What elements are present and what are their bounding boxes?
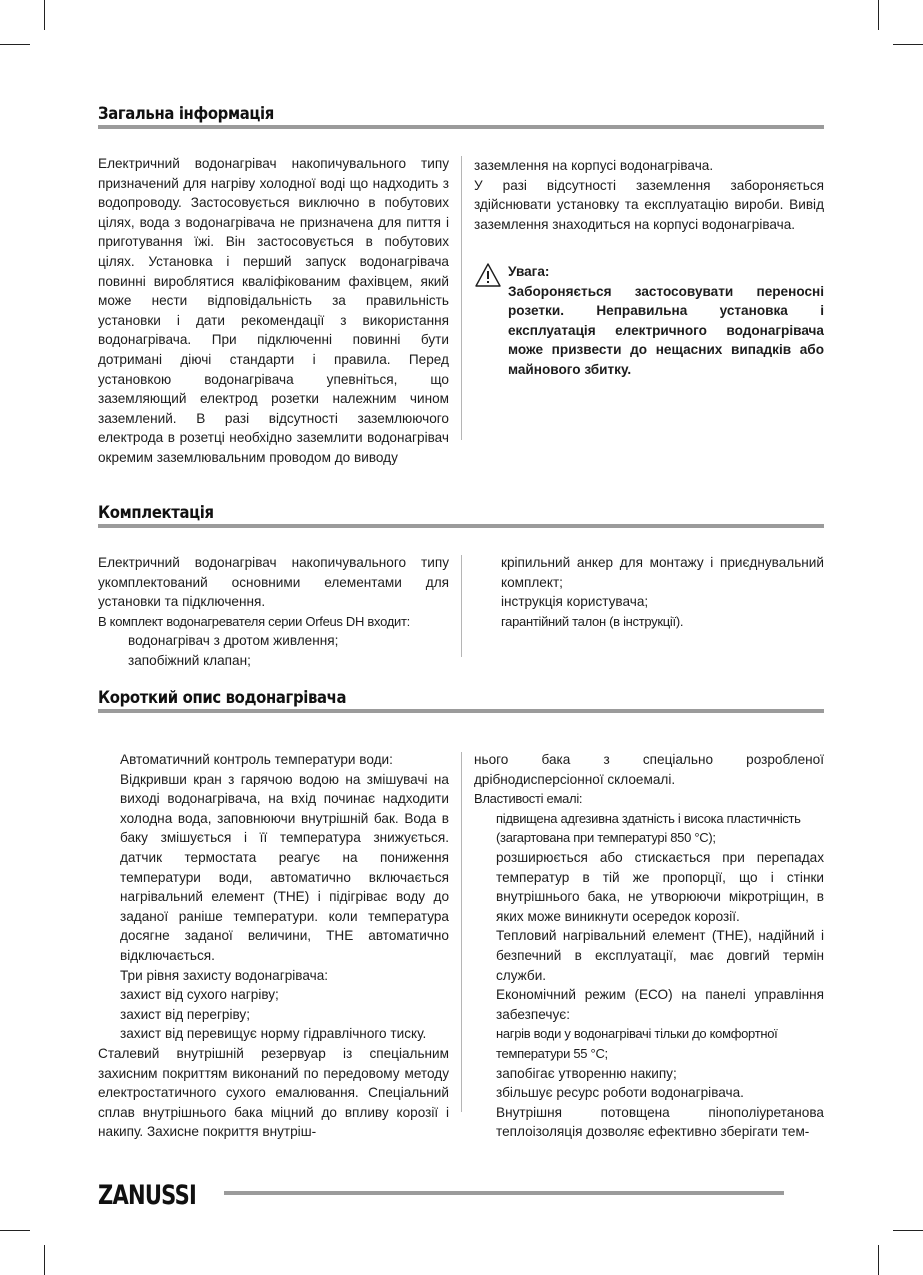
section-heading: Короткий опис водонагрівача	[98, 688, 347, 707]
desc-level-item: захист від перегріву;	[120, 1006, 251, 1022]
desc-enamel-cont: нього бака з спеціально розробленої дрібнодисперсіонної склоемалі.	[474, 752, 824, 787]
section-heading: Комплектація	[98, 503, 214, 522]
section-general-title	[98, 104, 824, 129]
heading-rule	[98, 524, 824, 528]
general-paragraph: У разі відсутності заземлення забороняється здійснювати установку та експлуатацію вироби. Вивід заземлення знаходиться на корпусі водонагрівача.	[474, 177, 824, 232]
kit-item: водонагрівач з дротом живлення;	[128, 633, 339, 649]
desc-eco-item: збільшує ресурс роботи водонагрівача.	[496, 1085, 744, 1101]
general-left-column	[98, 154, 449, 468]
column-divider	[461, 555, 462, 657]
warning-text: Забороняється застосовувати переносні розетки. Неправильна установка і експлуатація електричного водонагрівача може призвести до нещасних випадків або майнового збитку.	[508, 283, 824, 377]
warning-icon	[474, 262, 502, 288]
desc-eco-item: нагрів води у водонагрівачі тільки до комфортної температури 55 °С;	[496, 1026, 778, 1061]
desc-enamel-item: підвищена адгезивна здатність і висока пластичність (загартована при температурі 850 °С);	[496, 810, 801, 846]
desc-insulation: Внутрішня потовщена пінополіуретанова теплоізоляція дозволяє ефективно зберігати тем-	[496, 1104, 824, 1140]
general-paragraph: Електричний водонагрівач накопичувального типу призначений для нагріву холодної воді що надходить з водопроводу. Застосовується виключно в побутових цілях, вода з водонагрівача не призначена для пиття і приготування їжі. Він застосовується в побутових цілях. Установка і перший запуск водонагрівача повинні вироблятися кваліфікованим фахівцем, який може нести відповідальність за правильність установки і дати рекомендації з використання водонагрівача. При підключенні повинні бути дотримані діючі стандарти і правила. Перед установкою водонагрівача упевніться, що заземляющий електрод розетки належним чином заземлений. В разі відсутності заземлюючого електрода в розетці необхідно заземлити водонагрівач окремим заземлювальним проводом до виводу	[98, 156, 449, 465]
crop-mark	[0, 1230, 30, 1231]
kit-left-column	[98, 553, 449, 671]
footer-rule	[224, 1191, 784, 1195]
desc-enamel-title: Властивості емалі:	[474, 791, 583, 807]
desc-auto-text: Відкривши кран з гарячою водою на змішувачі на виході водонагрівача, на вхід починає надходити холодна вода, заповнюючи внутрішній бак. Вода в баку змішується і її температура знижується. датчик термостата реагує на пониження температури води, автоматично включається нагрівальний елемент (ТНЕ) і підігріває воду до заданої раніше температури. коли температура досягне заданої величини, ТНЕ автоматично відключається.	[120, 771, 449, 963]
desc-heater: Тепловий нагрівальний елемент (ТНЕ), надійний і безпечний в експлуатації, має довгий термін служби.	[496, 928, 824, 983]
kit-item: кріпильний анкер для монтажу і приєднувальний комплект;	[501, 555, 824, 590]
warning-text-block	[508, 262, 824, 380]
brand-logo: ZANUSSI	[98, 1180, 197, 1211]
kit-item: гарантійний талон (в інструкції).	[501, 613, 684, 629]
section-desc-title	[98, 688, 824, 713]
heading-rule	[98, 709, 824, 713]
kit-item: запобіжний клапан;	[128, 652, 251, 668]
warning-title: Увага:	[508, 264, 550, 279]
column-divider	[461, 752, 462, 1112]
general-right-column	[474, 156, 824, 234]
desc-eco-item: запобігає утворенню накипу;	[496, 1065, 677, 1081]
desc-levels-title: Три рівня захисту водонагрівача:	[120, 967, 329, 983]
crop-mark	[44, 0, 45, 30]
crop-mark	[878, 0, 879, 30]
desc-left-column	[98, 750, 449, 1142]
crop-mark	[878, 1245, 879, 1275]
kit-right-column	[501, 553, 824, 631]
general-paragraph: заземлення на корпусі водонагрівача.	[474, 158, 714, 173]
crop-mark	[44, 1245, 45, 1275]
crop-mark	[893, 44, 923, 45]
heading-rule	[98, 125, 824, 129]
desc-level-item: захист від перевищує норму гідравлічного тиску.	[120, 1026, 427, 1042]
kit-list-intro: В комплект водонагревателя серии Orfeus DH входит:	[98, 613, 410, 629]
section-kit-title	[98, 503, 824, 528]
kit-item: інструкція користувача;	[501, 594, 649, 610]
desc-auto-title: Автоматичний контроль температури води:	[120, 752, 393, 767]
desc-tank-text: Сталевий внутрішній резервуар із спеціальним захисним покриттям виконаний по передовому методу електростатичного сухого емалювання. Спеціальний сплав внутрішнього бака міцний до впливу корозії і накипу. Захисне покриття внутріш-	[98, 1045, 449, 1140]
desc-eco-title: Економічний режим (ЕСО) на панелі управління забезпечує:	[496, 987, 824, 1022]
crop-mark	[893, 1230, 923, 1231]
column-divider	[461, 156, 462, 440]
section-heading: Загальна інформація	[98, 104, 274, 123]
crop-mark	[0, 44, 30, 45]
desc-level-item: захист від сухого нагріву;	[120, 987, 279, 1003]
desc-enamel-item: розширюється або стискається при перепадах температур в тій же пропорції, що і стінки внутрішнього бака, не утворюючи мікротріщин, в яких може виникнути осередок корозії.	[496, 849, 824, 924]
desc-right-column	[474, 750, 824, 1142]
kit-intro: Електричний водонагрівач накопичувального типу укомплектований основними елементами для установки та підключення.	[98, 555, 449, 610]
